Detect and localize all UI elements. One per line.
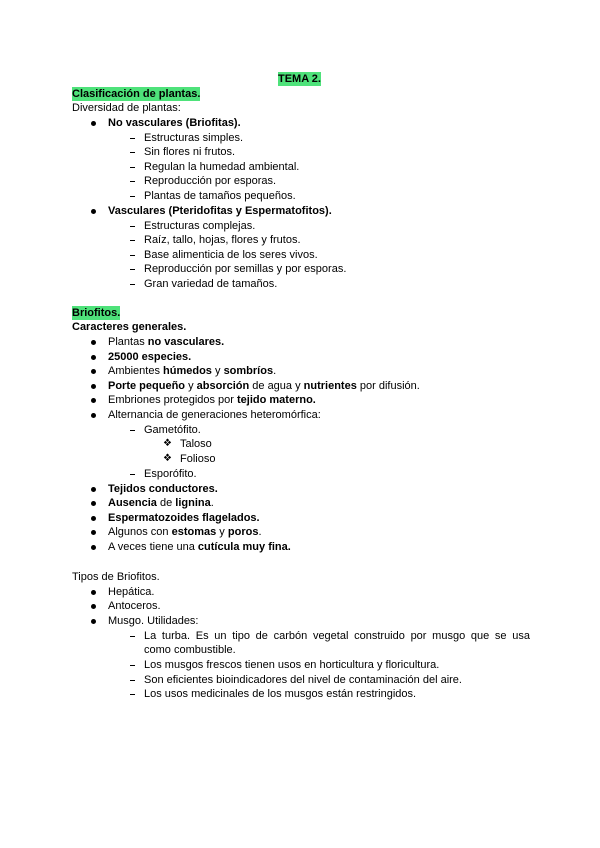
section-heading-classification: Clasificación de plantas. [72, 88, 201, 100]
bullet-icon [91, 516, 96, 521]
list-item: Estructuras complejas. [144, 220, 256, 232]
section-intro-diversity: Diversidad de plantas: [72, 102, 181, 114]
bullet-icon [91, 369, 96, 374]
subheading-caracteres: Caracteres generales. [72, 321, 187, 333]
dash-icon [130, 152, 135, 153]
dash-icon [130, 226, 135, 227]
document-title: TEMA 2. [278, 73, 321, 85]
bullet-icon [91, 384, 96, 389]
list-item: Gran variedad de tamaños. [144, 278, 278, 290]
list-item: Plantas no vasculares. [108, 336, 225, 348]
diamond-bullet-icon: ❖ [163, 453, 172, 464]
list-item: Esporófito. [144, 468, 197, 480]
dash-icon [130, 167, 135, 168]
list-item: Raíz, tallo, hojas, flores y frutos. [144, 234, 301, 246]
dash-icon [130, 284, 135, 285]
diamond-bullet-icon: ❖ [163, 438, 172, 449]
list-item: Espermatozoides flagelados. [108, 512, 260, 524]
section-intro-tipos: Tipos de Briofitos. [72, 571, 160, 583]
dash-icon [130, 694, 135, 695]
list-item: Tejidos conductores. [108, 483, 218, 495]
list-item: 25000 especies. [108, 351, 192, 363]
list-item: Estructuras simples. [144, 132, 244, 144]
bullet-icon [91, 398, 96, 403]
list-item-nonvascular: No vasculares (Briofitas). [108, 117, 241, 129]
dash-icon [130, 196, 135, 197]
bullet-icon [91, 487, 96, 492]
list-item: Algunos con estomas y poros. [108, 526, 262, 538]
bullet-icon [91, 604, 96, 609]
list-item: Sin flores ni frutos. [144, 146, 236, 158]
list-item: Folioso [180, 453, 216, 465]
list-item: Embriones protegidos por tejido materno. [108, 394, 316, 406]
bullet-icon [91, 121, 96, 126]
list-item: Plantas de tamaños pequeños. [144, 190, 296, 202]
list-item-continuation: como combustible. [144, 644, 236, 656]
list-item: Reproducción por semillas y por esporas. [144, 263, 347, 275]
section-heading-briofitos: Briofitos. [72, 307, 121, 319]
bullet-icon [91, 340, 96, 345]
list-item-vascular: Vasculares (Pteridofitas y Espermatofitos). [108, 205, 332, 217]
bullet-icon [91, 413, 96, 418]
dash-icon [130, 255, 135, 256]
list-item: Regulan la humedad ambiental. [144, 161, 300, 173]
dash-icon [130, 430, 135, 431]
dash-icon [130, 138, 135, 139]
list-item: A veces tiene una cutícula muy fina. [108, 541, 291, 553]
dash-icon [130, 240, 135, 241]
dash-icon [130, 269, 135, 270]
dash-icon [130, 181, 135, 182]
dash-icon [130, 474, 135, 475]
list-item: Base alimenticia de los seres vivos. [144, 249, 318, 261]
list-item: Los musgos frescos tienen usos en horticultura y floricultura. [144, 659, 440, 671]
list-item: Musgo. Utilidades: [108, 615, 199, 627]
list-item: Ambientes húmedos y sombríos. [108, 365, 277, 377]
list-item: Taloso [180, 438, 212, 450]
bullet-icon [91, 545, 96, 550]
dash-icon [130, 680, 135, 681]
list-item: Hepática. [108, 586, 155, 598]
bullet-icon [91, 530, 96, 535]
bullet-icon [91, 355, 96, 360]
list-item: Antoceros. [108, 600, 161, 612]
bullet-icon [91, 619, 96, 624]
list-item: Los usos medicinales de los musgos están restringidos. [144, 688, 417, 700]
bullet-icon [91, 590, 96, 595]
list-item: Reproducción por esporas. [144, 175, 277, 187]
list-item: Son eficientes bioindicadores del nivel de contaminación del aire. [144, 674, 462, 686]
list-item: Porte pequeño y absorción de agua y nutrientes por difusión. [108, 380, 420, 392]
list-item: La turba. Es un tipo de carbón vegetal construido por musgo que se usa [144, 630, 530, 642]
dash-icon [130, 665, 135, 666]
dash-icon [130, 636, 135, 637]
list-item: Gametófito. [144, 424, 201, 436]
list-item: Ausencia de lignina. [108, 497, 214, 509]
bullet-icon [91, 501, 96, 506]
list-item: Alternancia de generaciones heteromórfica: [108, 409, 321, 421]
bullet-icon [91, 209, 96, 214]
